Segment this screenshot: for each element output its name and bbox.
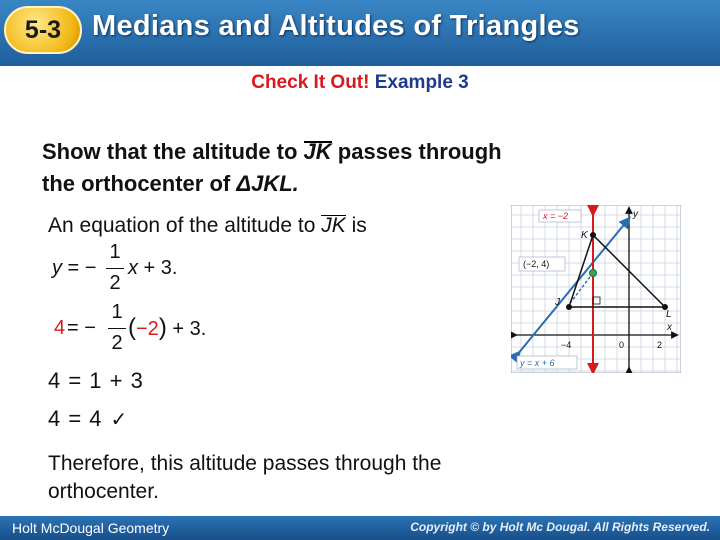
y-axis-label: y: [633, 209, 638, 220]
point-label: (−2, 4): [523, 259, 550, 269]
equation-intro-is: is: [351, 214, 367, 237]
orthocenter-point: [590, 270, 597, 277]
eq1-lhs: y = −: [52, 257, 97, 279]
eq2-denominator: 2: [111, 332, 123, 354]
eq4: [48, 406, 128, 432]
slide-subtitle: [0, 72, 720, 94]
eq2-paren-expression: [128, 314, 206, 342]
tick-0: 0: [619, 340, 625, 350]
subtitle-example: Example 3: [374, 72, 469, 93]
eq4-text: 4 = 4: [48, 406, 103, 431]
eq1-numerator: 1: [109, 241, 121, 263]
tick-neg4: −4: [561, 340, 572, 350]
lesson-number: 5-3: [24, 16, 62, 44]
vertex-k-point: [590, 232, 596, 238]
vertex-j-point: [566, 304, 572, 310]
graph-frame: [511, 205, 681, 373]
segment-overline-2: [321, 215, 346, 216]
eq2-fraction-bar: [108, 328, 126, 329]
footer-bar: [0, 516, 720, 540]
subtitle-check-it-out: Check It Out!: [251, 72, 370, 93]
vertex-j-label: J: [555, 297, 560, 308]
eq2-lhs-value: 4: [54, 317, 66, 339]
eq1-rhs: x + 3.: [128, 257, 178, 279]
tick-2: 2: [657, 340, 663, 350]
vertex-l-label: L: [666, 309, 672, 320]
title-bar: [0, 0, 720, 66]
eq2-x-value: −2: [136, 318, 159, 340]
vertex-k-label: K: [581, 230, 588, 241]
eq2-rhs: + 3.: [172, 318, 207, 340]
problem-text-2a: the orthocenter of: [42, 171, 237, 196]
problem-line-2: [42, 168, 502, 200]
problem-text-1b: passes through: [331, 139, 502, 164]
eq2-equals-minus: = −: [67, 317, 96, 339]
checkmark-icon: ✓: [110, 409, 129, 431]
eq2-open-paren: (: [128, 314, 136, 341]
segment-jk: JK: [303, 139, 332, 164]
problem-line-1: [42, 136, 502, 168]
equation-intro: [48, 214, 367, 238]
conclusion-line-2: orthocenter.: [48, 480, 159, 503]
problem-statement: [42, 136, 502, 200]
lesson-title: Medians and Altitudes of Triangles: [92, 10, 580, 42]
triangle-name: ΔJKL.: [236, 171, 299, 196]
x-axis-label: x: [667, 322, 672, 333]
segment-overline: [304, 141, 332, 143]
equation-intro-text: An equation of the altitude to: [48, 214, 322, 237]
eq2-numerator: 1: [111, 301, 123, 323]
conclusion-line-1: Therefore, this altitude passes through the: [48, 452, 442, 475]
problem-text-1a: Show that the altitude to: [42, 139, 304, 164]
eq1-denominator: 2: [109, 272, 121, 294]
lesson-badge: [4, 6, 82, 54]
eq3: 4 = 1 + 3: [48, 368, 144, 393]
eq1-fraction-bar: [106, 268, 124, 269]
label-y-eq: y = x + 6: [520, 358, 555, 368]
footer-copyright: Copyright © by Holt Mc Dougal. All Rights Reserved.: [410, 520, 710, 534]
conclusion: [48, 450, 441, 506]
footer-book-title: Holt McDougal Geometry: [12, 520, 170, 536]
segment-jk-2: JK: [321, 214, 346, 237]
eq2-close-paren: ): [158, 314, 167, 341]
coordinate-graph: [511, 205, 681, 373]
label-x-eq: x = −2: [543, 211, 569, 221]
